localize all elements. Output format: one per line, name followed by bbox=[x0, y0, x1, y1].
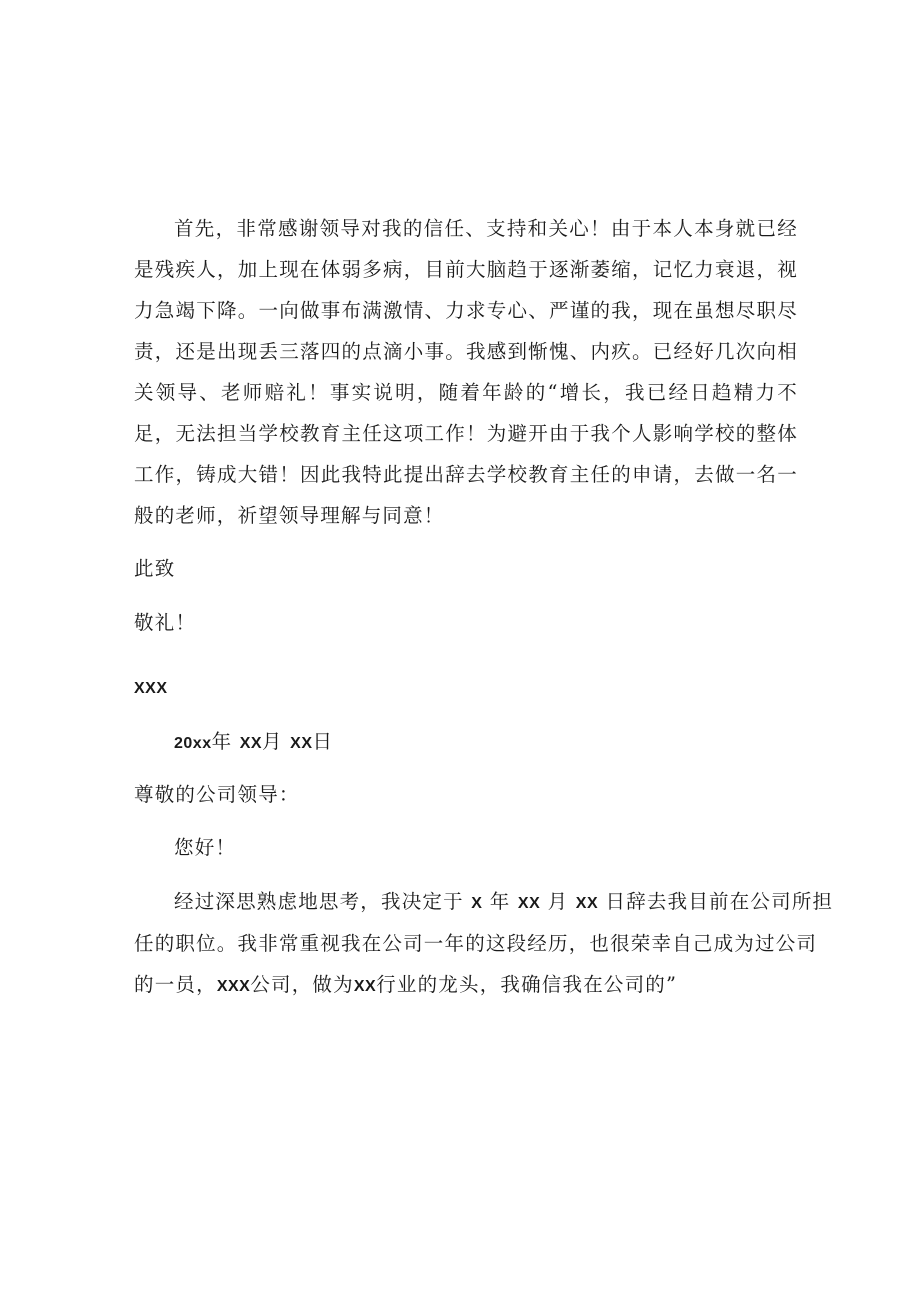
letter2-salutation: 尊敬的公司领导： bbox=[134, 783, 300, 806]
date-year-unit: 年 bbox=[211, 730, 233, 753]
date-month: XX bbox=[239, 735, 263, 752]
line1-day-placeholder: XX bbox=[575, 895, 599, 912]
line3-text-a: 的一员， bbox=[134, 973, 217, 996]
letter1-closing: 此致 bbox=[134, 557, 176, 580]
line1-text-b: 年 bbox=[489, 890, 511, 913]
date-day: XX bbox=[290, 735, 313, 752]
line1-text-c: 月 bbox=[547, 890, 569, 913]
letter2-body-line-3 bbox=[134, 970, 677, 1002]
line1-text-d: 日辞去我目前在公司所担 bbox=[605, 890, 834, 913]
line3-industry-placeholder: XX bbox=[353, 978, 377, 995]
line3-company-placeholder: XXX bbox=[216, 978, 251, 995]
date-year: 20xx bbox=[174, 735, 212, 752]
line3-text-c: 行业的龙头，我确信我在公司的” bbox=[376, 973, 678, 996]
line3-text-b: 公司，做为 bbox=[250, 973, 354, 996]
line1-year-placeholder: X bbox=[471, 895, 483, 912]
date-day-unit: 日 bbox=[312, 730, 334, 753]
letter1-salute: 敬礼！ bbox=[134, 611, 197, 634]
date-month-unit: 月 bbox=[262, 730, 283, 753]
line1-text-a: 经过深思熟虑地思考，我决定于 bbox=[174, 890, 464, 913]
letter2-body-line-1 bbox=[174, 887, 833, 919]
letter2-body-line-2: 任的职位。我非常重视我在公司一年的这段经历，也很荣幸自己成为过公司 bbox=[134, 932, 818, 955]
letter2-greeting: 您好！ bbox=[174, 836, 237, 859]
line1-month-placeholder: XX bbox=[517, 895, 541, 912]
letter1-signature: XXX bbox=[134, 680, 168, 697]
letter1-date bbox=[174, 727, 333, 759]
letter1-body-paragraph: 首先，非常感谢领导对我的信任、支持和关心！由于本人本身就已经是残疾人，加上现在体弱多病，目前大脑趋于逐渐萎缩，记忆力衰退，视力急竭下降。一向做事布满激情、力求专心、严谨的我，现在虽想尽职尽责，还是出现丢三落四的点滴小事。我感到惭愧、内疚。已经好几次向相关领导、老师赔礼！事实说明，随着年龄的“增长，我已经日趋精力不足，无法担当学校教育主任这项工作！为避开由于我个人影响学校的整体工作，铸成大错！因此我特此提出辞去学校教育主任的申请，去做一名一般的老师，祈望领导理解与同意！ bbox=[134, 217, 798, 527]
